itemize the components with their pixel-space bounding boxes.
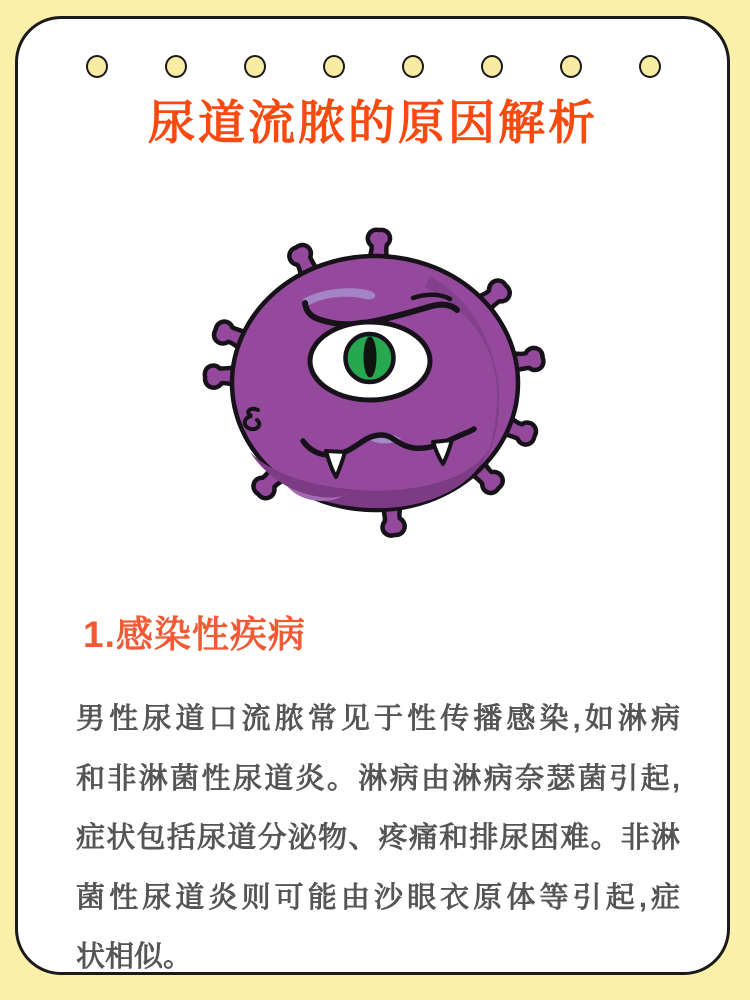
body-line: 和非淋菌性尿道炎。淋病由淋病奈瑟菌引起, [76,762,680,795]
virus-eye [310,322,430,400]
binder-hole [244,55,266,78]
binder-hole [560,55,582,78]
binder-hole [323,55,345,78]
body-line: 菌性尿道炎则可能由沙眼衣原体等引起,症 [76,881,680,914]
body-line: 男性尿道口流脓常见于性传播感染,如淋病 [76,703,680,735]
virus-eye-pupil [364,337,377,378]
body-line: 症状包括尿道分泌物、疼痛和排尿困难。非淋 [76,822,680,854]
section-heading: 1.感染性疾病 [83,614,306,655]
binder-hole [639,55,661,78]
binder-hole [481,55,503,78]
body-paragraph [76,690,680,988]
page-title: 尿道流脓的原因解析 [148,96,598,149]
binder-hole [165,55,187,78]
binder-holes-row [86,55,661,78]
binder-hole [86,55,108,78]
virus-illustration [200,222,550,544]
body-line: 状相似。 [76,941,193,973]
binder-hole [402,55,424,78]
